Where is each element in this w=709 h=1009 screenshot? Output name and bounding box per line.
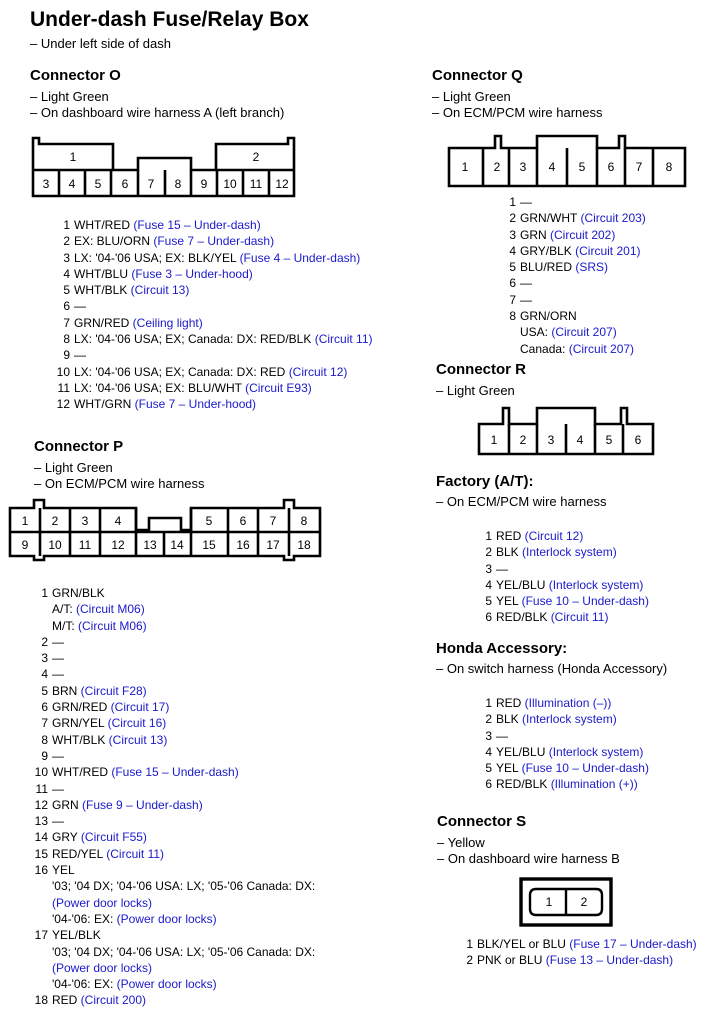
- connector-q-diagram: [445, 130, 689, 192]
- connector-r-pin-label: 2: [519, 433, 527, 447]
- connector-r-pin-label: 6: [634, 433, 642, 447]
- connector-r-heading: Connector R: [436, 361, 526, 378]
- connector-o-location: – On dashboard wire harness A (left branch): [30, 105, 285, 120]
- connector-p-pin-label: 14: [170, 538, 184, 552]
- connector-o-group-1-label: 1: [69, 150, 77, 164]
- connector-q-pin-label: 1: [461, 160, 469, 174]
- connector-q-pin-label: 8: [665, 160, 673, 174]
- connector-p-location: – On ECM/PCM wire harness: [34, 476, 205, 491]
- connector-o-heading: Connector O: [30, 67, 121, 84]
- connector-p-pin-label: 9: [21, 538, 29, 552]
- honda-accessory-location: – On switch harness (Honda Accessory): [436, 661, 668, 676]
- connector-o-pin-label: 9: [200, 177, 208, 191]
- connector-r-color: – Light Green: [436, 383, 515, 398]
- connector-o-pin-label: 11: [249, 177, 263, 191]
- connector-q-location: – On ECM/PCM wire harness: [432, 105, 603, 120]
- connector-o-pin-label: 10: [223, 177, 237, 191]
- connector-r-pin-label: 3: [547, 433, 555, 447]
- connector-o-pin-label: 4: [68, 177, 76, 191]
- connector-s-pin-label: 2: [580, 895, 588, 909]
- connector-q-pin-label: 6: [607, 160, 615, 174]
- connector-p-pin-label: 13: [143, 538, 157, 552]
- connector-q-pin-label: 7: [635, 160, 643, 174]
- connector-o-color: – Light Green: [30, 89, 109, 104]
- connector-p-pin-label: 15: [202, 538, 216, 552]
- connector-p-pin-label: 2: [51, 514, 59, 528]
- page-title: Under-dash Fuse/Relay Box: [30, 8, 309, 31]
- connector-p-pin-label: 3: [81, 514, 89, 528]
- connector-s-location: – On dashboard wire harness B: [437, 851, 620, 866]
- connector-r-pin-label: 1: [490, 433, 498, 447]
- connector-r-pin-label: 5: [605, 433, 613, 447]
- connector-o-pin-label: 6: [121, 177, 129, 191]
- connector-q-pin-label: 3: [519, 160, 527, 174]
- connector-o-pin-label: 12: [275, 177, 289, 191]
- connector-q-pin-label: 4: [548, 160, 556, 174]
- connector-p-pin-label: 4: [114, 514, 122, 528]
- connector-p-pin-label: 17: [266, 538, 280, 552]
- connector-q-color: – Light Green: [432, 89, 511, 104]
- connector-o-pin-label: 8: [174, 177, 182, 191]
- connector-o-group-2-label: 2: [252, 150, 260, 164]
- connector-p-diagram: [6, 496, 322, 562]
- connector-p-pin-label: 7: [269, 514, 277, 528]
- connector-q-heading: Connector Q: [432, 67, 523, 84]
- connector-p-color: – Light Green: [34, 460, 113, 475]
- connector-s-diagram: [518, 876, 614, 928]
- factory-heading: Factory (A/T):: [436, 473, 534, 490]
- honda-accessory-heading: Honda Accessory:: [436, 640, 568, 657]
- connector-q-pin-label: 2: [493, 160, 501, 174]
- connector-o-pin-label: 5: [94, 177, 102, 191]
- connector-o-pin-label: 7: [147, 177, 155, 191]
- connector-p-pin-label: 1: [21, 514, 29, 528]
- connector-p-pin-label: 11: [78, 538, 92, 552]
- connector-o-pin-label: 3: [42, 177, 50, 191]
- connector-r-pin-label: 4: [576, 433, 584, 447]
- connector-p-pin-label: 5: [205, 514, 213, 528]
- connector-p-pin-label: 6: [239, 514, 247, 528]
- connector-p-pin-label: 8: [300, 514, 308, 528]
- connector-s-heading: Connector S: [437, 813, 527, 830]
- connector-p-pin-label: 18: [297, 538, 311, 552]
- connector-r-diagram: [475, 402, 657, 460]
- connector-p-pin-label: 10: [48, 538, 62, 552]
- connector-q-pin-label: 5: [578, 160, 586, 174]
- page-subtitle: – Under left side of dash: [30, 36, 171, 51]
- connector-p-pin-label: 12: [111, 538, 125, 552]
- connector-s-pin-label: 1: [545, 895, 553, 909]
- connector-s-color: – Yellow: [437, 835, 485, 850]
- connector-p-heading: Connector P: [34, 438, 124, 455]
- factory-location: – On ECM/PCM wire harness: [436, 494, 607, 509]
- connector-p-pin-label: 16: [236, 538, 250, 552]
- connector-o-diagram: [28, 132, 300, 200]
